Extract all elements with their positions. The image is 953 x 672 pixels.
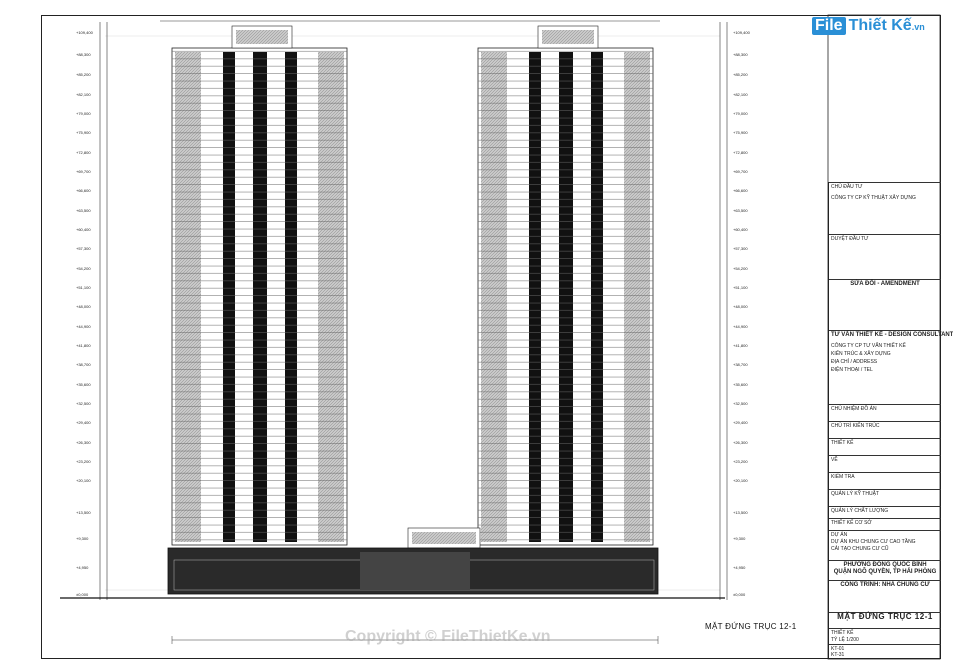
level-label: +69,700 — [733, 169, 748, 174]
role-label: THIẾT KẾ CƠ SỞ — [829, 518, 941, 527]
drawing-number: KT-01 — [829, 644, 941, 653]
level-label: +72,800 — [733, 150, 748, 155]
level-label: +41,800 — [733, 343, 748, 348]
drawing-caption: MẶT ĐỨNG TRỤC 12-1 — [705, 622, 797, 631]
level-label: +41,800 — [76, 343, 91, 348]
level-label: +44,900 — [733, 324, 748, 329]
level-label: +29,400 — [76, 420, 91, 425]
level-label: +44,900 — [76, 324, 91, 329]
level-label: +66,600 — [76, 188, 91, 193]
level-label: +54,200 — [76, 266, 91, 271]
level-label: +79,000 — [733, 111, 748, 116]
project-sub: CẢI TẠO CHUNG CƯ CŨ — [831, 546, 889, 552]
scale: TỶ LỆ 1/200 — [831, 637, 859, 643]
level-label: +9,300 — [733, 536, 746, 541]
level-label: +32,500 — [76, 401, 91, 406]
watermark: Copyright © FileThietKe.vn — [345, 628, 551, 645]
level-label: +82,100 — [76, 92, 91, 97]
level-label: +75,900 — [76, 130, 91, 135]
level-label: +88,300 — [733, 52, 748, 57]
brand-logo[interactable] — [812, 17, 925, 35]
level-label: +69,700 — [76, 169, 91, 174]
level-label: +109,400 — [733, 30, 750, 35]
level-label: +48,000 — [733, 304, 748, 309]
level-label: +9,300 — [76, 536, 89, 541]
level-label: +63,500 — [76, 208, 91, 213]
level-label: +88,300 — [76, 52, 91, 57]
level-label: +82,100 — [733, 92, 748, 97]
sheet-number: KT-31 — [831, 652, 845, 658]
location: PHƯỜNG ĐÔNG QUỐC BÌNH — [829, 560, 941, 569]
level-label: +35,600 — [76, 382, 91, 387]
level-label: +60,400 — [76, 227, 91, 232]
work-name: CÔNG TRÌNH: NHÀ CHUNG CƯ — [829, 580, 941, 589]
role-label: DỰ ÁN — [829, 530, 941, 539]
level-label: +13,500 — [733, 510, 748, 515]
level-label: +26,300 — [76, 440, 91, 445]
sheet-title: MẶT ĐỨNG TRỤC 12-1 — [829, 612, 941, 626]
level-label: +109,400 — [76, 30, 93, 35]
role-label: CHỦ TRÌ KIẾN TRÚC — [829, 421, 941, 430]
level-label: +57,300 — [76, 246, 91, 251]
level-label: +32,500 — [733, 401, 748, 406]
level-label: +66,600 — [733, 188, 748, 193]
stage: THIẾT KẾ — [829, 628, 941, 637]
level-label: ±0,000 — [733, 592, 746, 597]
company-line: CÔNG TY CP TƯ VẤN THIẾT KẾ — [831, 343, 906, 349]
level-label: +75,900 — [733, 130, 748, 135]
owner-label: CHỦ ĐẦU TƯ — [829, 182, 941, 191]
level-label: +13,500 — [76, 510, 91, 515]
level-label: +60,400 — [733, 227, 748, 232]
level-label: +35,600 — [733, 382, 748, 387]
level-label: +54,200 — [733, 266, 748, 271]
level-label: +63,500 — [733, 208, 748, 213]
location-sub: QUẬN NGÔ QUYỀN, TP HẢI PHÒNG — [833, 569, 937, 575]
role-label: QUẢN LÝ KỸ THUẬT — [829, 489, 941, 498]
level-label: +85,200 — [76, 72, 91, 77]
level-label: +72,800 — [76, 150, 91, 155]
level-label: +20,100 — [76, 478, 91, 483]
role-label: QUẢN LÝ CHẤT LƯỢNG — [829, 506, 941, 515]
level-label: +4,950 — [76, 565, 89, 570]
level-label: +79,000 — [76, 111, 91, 116]
level-label: +23,200 — [733, 459, 748, 464]
level-label: +48,000 — [76, 304, 91, 309]
role-label: THIẾT KẾ — [829, 438, 941, 447]
company-line: ĐIỆN THOẠI / TEL — [831, 367, 873, 373]
level-label: +51,100 — [733, 285, 748, 290]
approval-label: DUYỆT ĐẦU TƯ — [829, 234, 941, 243]
sheet-frame — [41, 15, 953, 659]
level-label: +57,300 — [733, 246, 748, 251]
logo-mark: File — [812, 17, 846, 35]
role-label: CHỦ NHIỆM ĐỒ ÁN — [829, 404, 941, 413]
level-label: +23,200 — [76, 459, 91, 464]
amendment-header: SỬA ĐỔI - AMENDMENT — [829, 279, 941, 288]
level-label: +4,950 — [733, 565, 746, 570]
level-label: +51,100 — [76, 285, 91, 290]
title-block — [828, 182, 953, 659]
role-label: VẼ — [829, 455, 941, 464]
project-name: DỰ ÁN KHU CHUNG CƯ CAO TẦNG — [831, 539, 916, 545]
logo-name: Thiết Kế — [848, 17, 912, 34]
level-label: +38,700 — [733, 362, 748, 367]
level-label: ±0,000 — [76, 592, 89, 597]
owner-name: CÔNG TY CP KỸ THUẬT XÂY DỰNG — [831, 195, 916, 201]
level-label: +20,100 — [733, 478, 748, 483]
level-label: +26,300 — [733, 440, 748, 445]
level-label: +85,200 — [733, 72, 748, 77]
role-label: KIỂM TRA — [829, 472, 941, 481]
logo-domain: .vn — [911, 22, 925, 32]
level-label: +38,700 — [76, 362, 91, 367]
level-label: +29,400 — [733, 420, 748, 425]
company-line: KIẾN TRÚC & XÂY DỰNG — [831, 351, 891, 357]
designer-header: TƯ VẤN THIẾT KẾ - DESIGN CONSULTANT — [831, 332, 953, 338]
company-line: ĐỊA CHỈ / ADDRESS — [831, 359, 878, 365]
